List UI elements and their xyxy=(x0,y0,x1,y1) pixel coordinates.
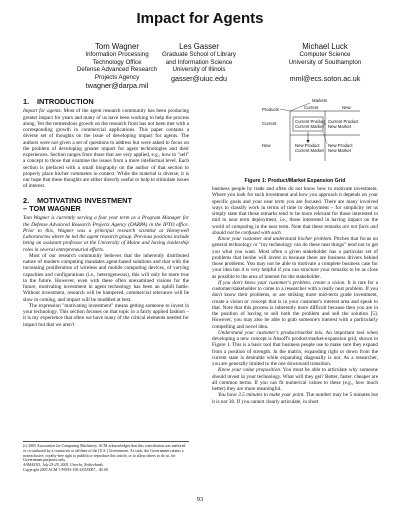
author-affiliation: University of Illinois xyxy=(172,66,226,74)
paragraph: Know your value proposition. You must be able to articulate why someone should invest in your technology. What will they get? Better, faster, cheaper are all common terms. If you can fit numerical values to these (e.g., how much better) they are more meaningful. xyxy=(212,367,378,392)
author-name: Tom Wagner xyxy=(95,42,139,51)
section-heading-1: 1. INTRODUCTION xyxy=(23,97,94,106)
paragraph: Most of our research community believes that the inherently distributed nature of modern computing mandates agent-based solutions and that with the increasing proliferation of wireless and mobile computing devices, of varying capacities and configurations (i.e., heterogeneous), this will only be more true in the future. However, even with these often unexamined visions for the future, motivating investment in agent technology has been an uphill battle. Without investment, research will be hampered, commercial relevance will be slow in coming, and impact will be muddled at best. xyxy=(23,252,189,303)
right-column xyxy=(212,186,378,405)
cell-new-market: New Market xyxy=(328,124,351,129)
products-label: Products xyxy=(262,107,279,112)
cell-new-product: New Product xyxy=(295,143,320,148)
paper-title: Impact for Agents xyxy=(136,10,264,27)
author-email: gasser@uiuc.edu xyxy=(170,73,228,83)
author-affiliation: Technology Office xyxy=(92,58,142,66)
author-block-3 xyxy=(265,42,385,83)
section-heading-2: 2. MOTIVATING INVESTMENT – TOM WAGNER xyxy=(23,195,132,214)
author-block-2 xyxy=(140,42,258,83)
cell-current-product: Current Product xyxy=(295,119,326,124)
row-new-label: New xyxy=(262,143,271,148)
paragraph: Know your customer and understand his/her problem. Pitches that focus on general technology or "my technology can do these neat things" tend not to get you what you want. Most often a given stakeholder has a particular set of problems that he/she will invest in because there are business drivers behind those problems. You may not be able to motivate a complete business case for your idea but it is very helpful if you can structure your remarks to be as close as possible to the area of interest for the stakeholder. xyxy=(212,236,378,280)
paragraph: The expression "motivating investment" means getting someone to invest in your technology. This section focuses on that topic in a fairly applied fashion – it is my experience that often we have many of the critical elements needed for impact but that we aren't xyxy=(23,302,189,328)
author-affiliation: Information Processing xyxy=(85,51,149,58)
cell-current-product-2: Current Product xyxy=(328,119,359,124)
author-bio: Tom Wagner is currently serving a four year term as a Program Manager for the Defense Advanced Research Projects Agency (DARPA) in the IPTO office. Prior to this, Wagner was a principal research scientist at Honeywell Laboratories where he led the agent research group. Previous positions include being an assistant professor at the University of Maine and having leadership roles in several entrepreneurial efforts. xyxy=(23,215,189,253)
paragraph: Impact for agents. Most of the agent research community has been producing greater impact for years and many of us have been working to help the process along. Yet the tremendous growth on the research front has not been met with a corresponding growth in commercial applications. This paper contains a diverse set of thoughts on the issue of developing impact for agents. The authors were not given a set of questions to address but were asked to focus on the problem of developing greater impact for agent technologies and their experiences. Section ranges from those that are very applied, e.g., how to "sell" a concept to those that examine the issues from a more intellectual level. Each section is prefaced with a small biography on the author of that section to properly place his/her comments in context. While the material is diverse, it is our hope that these thoughts are either directly useful or help to stimulate issues of interest. xyxy=(23,108,189,190)
col-current-label: Current xyxy=(304,105,319,110)
cell-current-market-2: Current Market xyxy=(295,148,324,153)
paragraph: If you don't know your customer's problem, create a vision. It is rare for a customer/stakeholder to come to a researcher with a really neat problem. If you don't know their problems, or are striking more mid-term grade investment, create a vision or concept that is in your customer's interest area and speak to that. Note that this process is inherently more difficult because then you are in the position of having to sell both the problem and sell the solution [5]. However, you may also be able to grab someone's interest with a particularly compelling and novel idea. xyxy=(212,279,378,330)
cell-new-market-2: New Market xyxy=(328,148,351,153)
figure-1-grid xyxy=(260,97,360,169)
row-current-label: Current xyxy=(262,121,277,126)
paragraph: business people by trade and often do not know how to motivate investment. Where you look for such investment and how you approach it depends on your specific goals and your near term you are focused. There are many involved ways to classify work in terms of time to deployment – for simplicity let us simply state that those remarks tend to be more relevant for those interested in mid to near term deployment, i.e., those interested in having impact on the world of computing in the near term. Note that these remarks are not facts and should not be confused with such. xyxy=(212,186,378,236)
paragraph: You have 3.5 minutes to make your point. The number may be 5 minutes but it is not 30. If you cannot clearly articulate, in short xyxy=(212,392,378,405)
paragraph: Understand your customer's product/market mix. An important tool when developing a new concept is Ansoff's product/market-expansion grid, shown in Figure 1. This is a basic tool that business people use to make sure they expand from a position of strength. In the matrix, expanding right or down from the current state is desirable while expanding diagonally is not. As a researcher, you are generally limited to the one downward transition. xyxy=(212,329,379,367)
col-new-label: New xyxy=(342,105,351,110)
author-name: Les Gasser xyxy=(179,42,219,51)
markets-label: Markets xyxy=(312,98,328,103)
copyright-footnote: (c) 2005 Association for Computing Machinery. ACM acknowledges that this contribution was authored or co-authored by a contractor or affiliate of the [U.S.] Government. As such, the Government retains a nonexclusive, royalty-free right to publish or reproduce this article, or to allow others to do so, for Government purposes only. AAMAS'05, July 25-29, 2005, Utrecht, Netherlands Copyright 2005 ACM 1-59593-150-2/05/0007 ...$5.00. xyxy=(23,441,189,473)
author-affiliation: Projects Agency xyxy=(94,73,140,81)
author-affiliation: Defense Advanced Research xyxy=(76,66,158,74)
cell-new-product-2: New Product xyxy=(328,143,353,148)
figure-caption: Figure 1: Product/Market Expansion Grid xyxy=(244,178,346,184)
cell-current-market: Current Market xyxy=(295,124,324,129)
author-email: twagner@darpa.mil xyxy=(85,81,149,91)
author-name: Michael Luck xyxy=(302,42,348,51)
author-affiliation: and Information Science xyxy=(165,58,233,66)
author-email: mml@ecs.soton.ac.uk xyxy=(289,74,361,84)
expansion-grid-diagram xyxy=(260,97,360,169)
author-affiliation: Computer Science xyxy=(299,51,351,58)
author-affiliation: Graduate School of Library xyxy=(162,51,236,58)
page-number: 93 xyxy=(196,496,204,503)
left-column xyxy=(23,98,189,328)
author-affiliation: University of Southampton xyxy=(288,58,362,66)
